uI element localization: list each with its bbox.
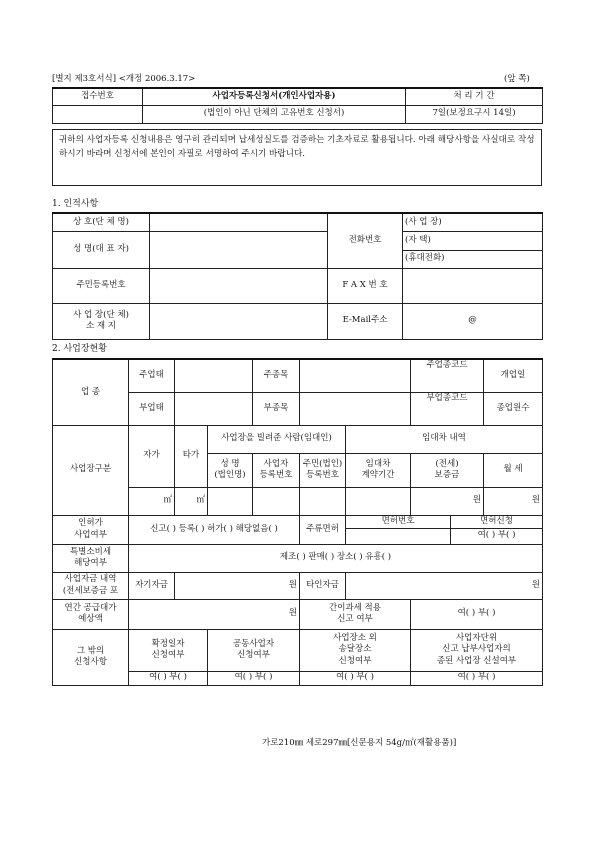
joint-line1: 공동사업자 [232,638,275,649]
form-subtitle: (법인이 아닌 단체의 고유번호 신청서) [143,105,406,123]
fax-label: F A X 번 호 [328,268,403,303]
lessor-biz-field[interactable] [253,487,300,515]
lease-period-line2: 계약기간 [361,470,395,480]
other-label: 타가 [175,425,208,487]
supply-line1: 연간 공급대가 [64,602,117,613]
processing-label: 처 리 기 간 [406,88,543,105]
email-field[interactable]: @ [403,303,543,339]
paper-spec-footer: 가로210㎜ 세로297㎜[신문용지 54g/㎡(재활용품)] [262,738,457,748]
name-label: 성 명(대 표 자) [53,231,150,268]
deposit-label [411,453,484,487]
fund-label [53,572,129,599]
address-label [53,303,150,339]
joint-line2: 신청여부 [237,650,270,660]
fax-field[interactable] [403,268,543,303]
lease-period-line1: 임대차 [365,458,391,469]
own-fund-label: 자기자금 [129,572,175,599]
borrowed-fund-label: 타인자금 [300,572,346,599]
confirmed-date-options[interactable]: 여( ) 부( ) [129,671,208,685]
rent-field[interactable]: 원 [484,487,543,515]
phone-label: 전화번호 [328,213,403,268]
simplified-line1: 간이과세 적용 [329,602,381,613]
main-item-field[interactable] [300,359,411,392]
trade-name-field[interactable] [150,213,328,231]
lessor-name-line2: (법인명) [214,470,246,480]
lessor-id-field[interactable] [300,487,346,515]
excise-line1: 특별소비세 [69,546,112,557]
lease-header: 임대차 내역 [346,425,543,453]
simplified-label [300,599,411,629]
excise-options[interactable]: 제조( ) 판매( ) 장소( ) 유흥( ) [129,544,543,572]
unit-business-options[interactable]: 여( ) 부( ) [411,671,543,685]
personal-info-table [52,212,543,340]
phone-business-label[interactable]: (사 업 장) [403,213,543,231]
lessor-name-label [208,453,253,487]
phone-mobile-label[interactable]: (휴대전화) [403,250,543,268]
fund-line1: 사업자금 내역 [64,574,117,585]
simplified-options[interactable]: 여( ) 부( ) [411,599,543,629]
others-line2: 신청사항 [74,657,107,667]
permit-line1: 인허가 [78,518,103,529]
name-field[interactable] [150,231,328,268]
permit-line2: 사업여부 [74,529,107,540]
sub-item-field[interactable] [300,392,411,425]
sub-code-label: 부업종코드 [411,392,484,425]
supply-label [53,599,129,629]
form-id: [별지 제3호서식] <개정 2006.3.17> [52,74,196,84]
own-fund-field[interactable]: 원 [175,572,300,599]
trade-name-label: 상 호(단 체 명) [53,213,150,231]
simplified-line2: 신고 여부 [337,614,373,624]
delivery-place-label [300,629,411,671]
lessor-biz-label [253,453,300,487]
unit-line3: 종된 사업장 신설여부 [436,655,517,666]
main-item-label: 주종목 [253,359,300,392]
deposit-line2: 보증금 [434,470,460,480]
fund-line2: (전세보증금 포 [62,585,119,596]
others-label [53,629,129,685]
receipt-number-field[interactable] [53,105,143,123]
lessor-id-label [300,453,346,487]
delivery-place-options[interactable]: 여( ) 부( ) [300,671,411,685]
sub-category-label: 부업태 [129,392,175,425]
supply-field[interactable]: 원 [129,599,300,629]
unit-line2: 신고 납부사업자의 [442,644,511,655]
license-no-field[interactable] [346,528,451,544]
license-no-label: 면허번호 [346,515,451,528]
main-category-label: 주업태 [129,359,175,392]
deposit-line1: (전세) [435,458,459,469]
employees-label: 종업원수 [484,392,543,425]
deposit-field[interactable]: 원 [411,487,484,515]
joint-business-label [208,629,300,671]
sub-item-label: 부종목 [253,392,300,425]
liquor-label: 주류면허 [300,515,346,544]
lease-period-label [346,453,411,487]
excise-label [53,544,129,572]
others-line1: 그 밖의 [76,645,105,656]
notice-box: 귀하의 사업자등록 신청내용은 영구히 관리되며 납세성실도를 검증하는 기초자료로 활용됩니다. 아래 해당사항을 사실대로 작성하시기 바라며 신청서에 본인이 자필로 서명하여 주시기 바랍니다. [52,129,542,186]
processing-value: 7일(보정요구시 14일) [406,105,543,123]
joint-business-options[interactable]: 여( ) 부( ) [208,671,300,685]
address-label-line1: 사 업 장(단 체) [73,309,129,320]
main-code-label: 주업종코드 [411,359,484,392]
lessor-name-line1: 성 명 [220,458,240,469]
title-block [52,87,543,124]
excise-line2: 해당여부 [74,558,107,568]
permit-options[interactable]: 신고( ) 등록( ) 허가( ) 해당없음( ) [129,515,300,544]
lessor-biz-line2: 등록번호 [259,470,293,480]
lessor-id-line2: 등록번호 [306,470,339,480]
industry-label: 업 종 [53,359,129,425]
main-category-field[interactable] [175,359,253,392]
supply-line2: 예상액 [78,614,103,624]
borrowed-fund-field[interactable]: 원 [346,572,543,599]
unit-line1: 사업자단위 [455,633,498,644]
lessor-id-line1: 주민(법인) [302,458,343,469]
lessor-header: 사업장을 빌려준 사람(임대인) [208,425,346,453]
open-date-label: 개업일 [484,359,543,392]
permit-label [53,515,129,544]
other-area-field[interactable]: ㎡ [175,487,208,515]
own-label: 자가 [129,425,175,487]
hq-line2: 송달장소 [338,644,372,655]
own-area-field[interactable]: ㎡ [129,487,175,515]
phone-home-label[interactable]: (자 택) [403,231,543,250]
rent-label: 월 세 [484,453,543,487]
address-label-line2: 소 재 지 [85,321,117,331]
form-title: 사업자등록신청서(개인사업자용) [143,88,406,105]
page-side: (앞 쪽) [504,74,530,84]
license-apply-options[interactable]: 여( ) 부( ) [451,528,543,544]
receipt-label: 접수번호 [53,88,143,105]
email-label: E-Mail주소 [328,303,403,339]
sub-category-field[interactable] [175,392,253,425]
lessor-biz-line1: 사업자 [263,458,289,469]
license-apply-label: 면허신청 [451,515,543,528]
lease-period-field[interactable] [346,487,411,515]
unit-business-label [411,629,543,671]
section2-heading: 2. 사업장현황 [52,344,107,354]
section1-heading: 1. 인적사항 [52,199,99,209]
confirmed-line1: 확정일자 [151,638,185,649]
confirmed-line2: 신청여부 [151,650,185,660]
premises-label: 사업장구분 [53,425,129,515]
hq-line3: 신청여부 [338,655,372,666]
confirmed-date-label [129,629,208,671]
address-field[interactable] [150,303,328,339]
resident-no-field[interactable] [150,268,328,303]
business-status-table [52,358,543,686]
lessor-name-field[interactable] [208,487,253,515]
resident-no-label: 주민등록번호 [53,268,150,303]
hq-line1: 사업장소 외 [333,633,377,644]
